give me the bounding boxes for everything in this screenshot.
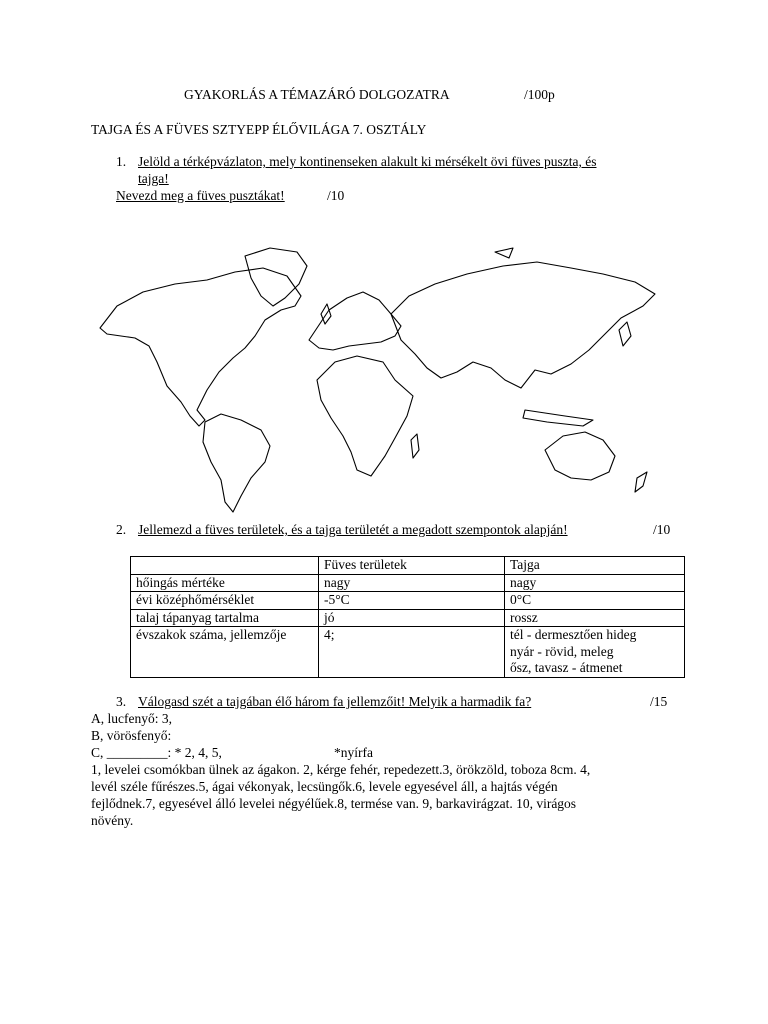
table-header-cell: Tajga [505,557,685,575]
africa-outline [317,356,413,476]
table-cell: -5°C [319,592,505,610]
task1-number: 1. [116,154,127,169]
task3-points: /15 [650,694,668,709]
table-header-cell: Füves területek [319,557,505,575]
australia-outline [545,432,615,480]
table-cell: 4; [319,627,505,678]
task3-instruction: Válogasd szét a tajgában élő három fa jellemzőit! Melyik a harmadik fa? [138,694,532,709]
japan-outline [619,322,631,346]
table-cell: jó [319,609,505,627]
characteristics-text: fejlődnek.7, egyesével álló levelei négyélűek.8, termése van. 9, barkavirágzat. 10, virágos [91,796,577,811]
answer-line-a: A, lucfenyő: 3, [91,711,172,726]
task1-name-steppes: Nevezd meg a füves pusztákat! [116,188,285,203]
table-header-row [131,557,685,575]
new-zealand-outline [635,472,647,492]
task1-points: /10 [327,188,345,203]
table-cell: talaj tápanyag tartalma [131,609,319,627]
table-row [131,592,685,610]
task1-instruction-cont: tajga! [138,171,169,186]
madagascar-outline [411,434,419,458]
characteristics-text: 1, levelei csomókban ülnek az ágakon. 2, kérge fehér, repedezett.3, örökzöld, toboza 8cm. 4, [91,762,591,777]
table-row [131,574,685,592]
table-cell: tél - dermesztően hideg nyár - rövid, meleg ősz, tavasz - átmenet [505,627,685,678]
north-america-outline [100,268,301,426]
table-cell: évszakok száma, jellemzője [131,627,319,678]
characteristics-table [130,556,685,678]
table-cell: nagy [505,574,685,592]
task2-instruction: Jellemezd a füves területek, és a tajga területét a megadott szempontok alapján! [138,522,568,537]
answer-line-b: B, vörösfenyő: [91,728,172,743]
world-map-outline [95,240,670,515]
answer-line-c: C, _________: * 2, 4, 5, [91,745,222,760]
table-cell: hőingás mértéke [131,574,319,592]
europe-outline [309,292,401,350]
indonesia-outline [523,410,593,426]
greenland-outline [245,248,307,306]
table-cell: 0°C [505,592,685,610]
page-subtitle: TAJGA ÉS A FÜVES SZTYEPP ÉLŐVILÁGA 7. OSZTÁLY [91,122,427,137]
south-america-outline [203,414,270,512]
arctic-islands-outline [495,248,513,258]
task2-number: 2. [116,522,127,537]
task2-points: /10 [653,522,671,537]
table-cell: rossz [505,609,685,627]
task1-instruction: Jelöld a térképvázlaton, mely kontinenseken alakult ki mérsékelt övi füves puszta, és [138,154,597,169]
asia-outline [391,262,655,388]
characteristics-text: levél széle fűrészes.5, ágai vékonyak, lecsüngők.6, levele egyesével áll, a hajtás végén [91,779,558,794]
characteristics-text: növény. [91,813,134,828]
task3-number: 3. [116,694,127,709]
table-cell: nagy [319,574,505,592]
total-points: /100p [524,87,555,102]
table-row [131,609,685,627]
table-header-cell [131,557,319,575]
table-row [131,627,685,678]
table-cell: évi középhőmérséklet [131,592,319,610]
page-title: GYAKORLÁS A TÉMAZÁRÓ DOLGOZATRA [184,87,450,102]
answer-line-c-name: *nyírfa [334,745,373,760]
